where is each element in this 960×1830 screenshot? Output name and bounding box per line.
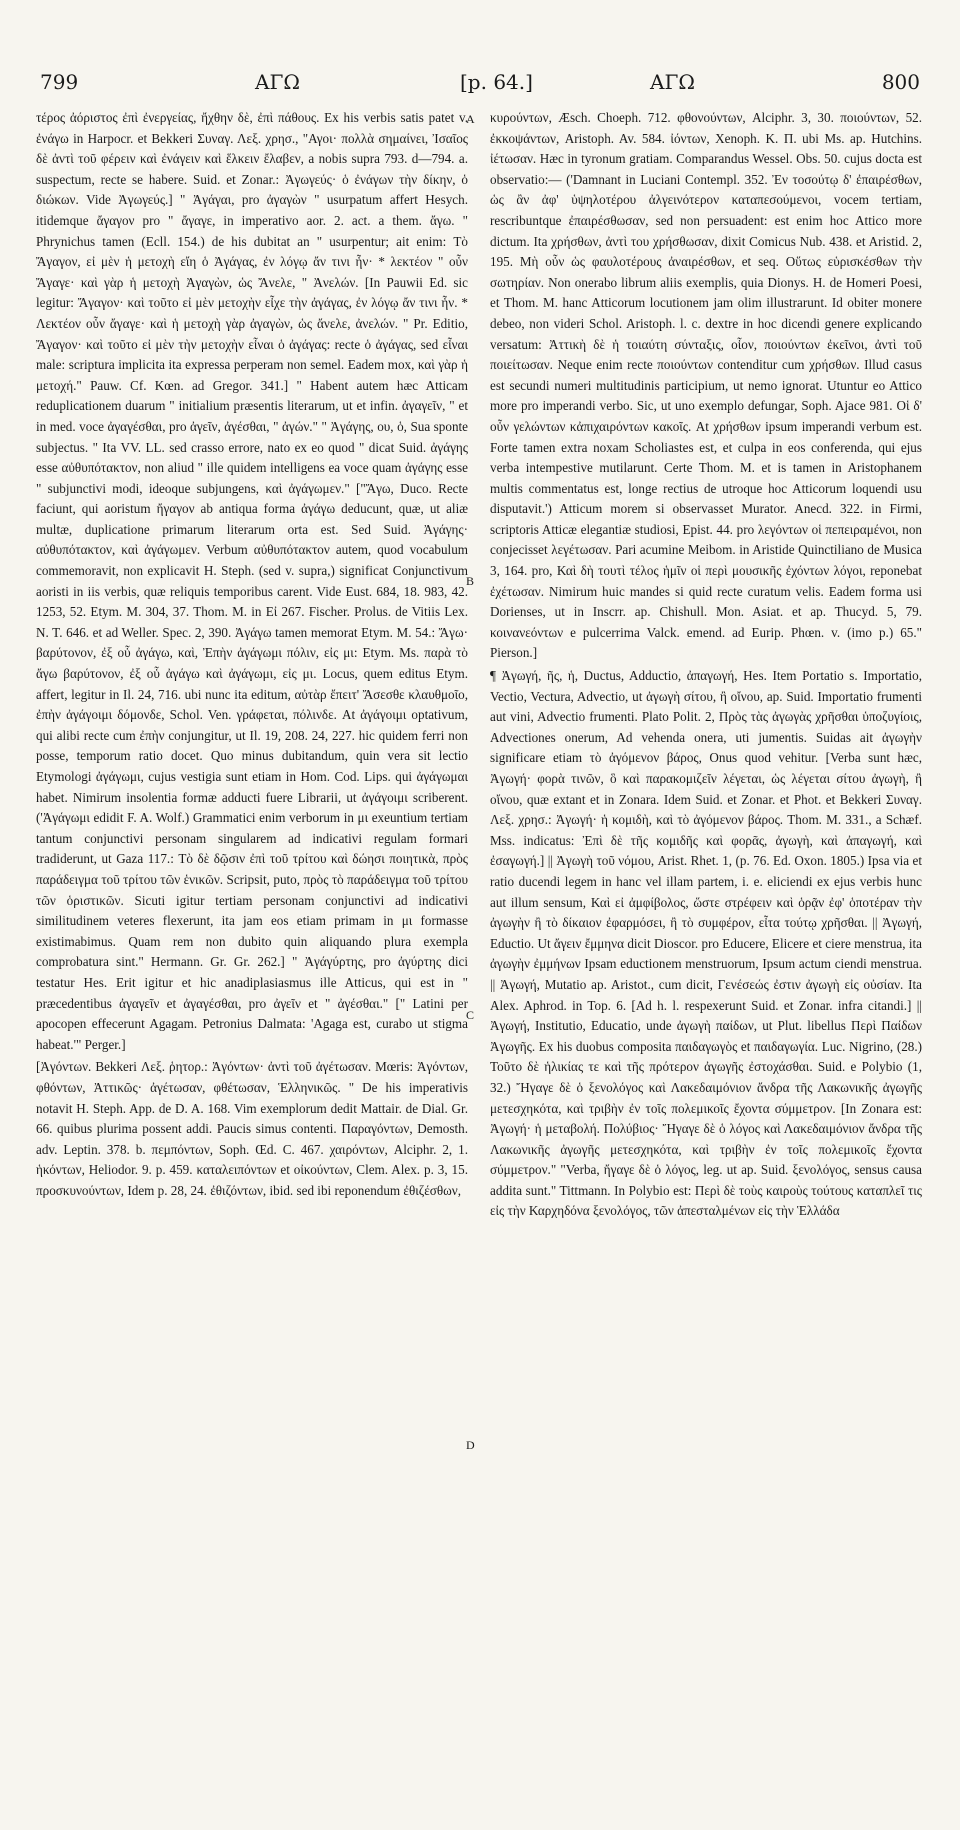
page-header [30,70,930,100]
section-marker-b: B [466,574,475,588]
left-paragraph-1: τέρος ἀόριστος ἐπὶ ἐνεργείας, ἤχθην δὲ, ἐπὶ πάθους. Ex his verbis satis patet v. ἐνάγω in Harpocr. et Bekkeri Συναγ. Λεξ. χρησ., "Αγοι· πολλὰ σημαίνει, Ἰσαῖος δὲ ἀντὶ τοῦ φέρειν καὶ ἐνάγειν καὶ ἕλκειν ἔλαβεν, a nobis supra 793. d—794. a. suspectum, recte se habere. Suid. et Zonar.: Ἀγωγεύς· ὁ ἐνάγων τὴν δίκην, ὁ διώκων. Vide Ἀγωγεύς.] " Ἀγάγαι, pro ἀγαγὼν " usurpatum affert Hesych. itidemque ἄγαγον pro " ἄγαγε, in imperativo aor. 2. act. a them. ἄγω. " Phrynichus tamen (Ecll. 154.) de his dubitat an " usurpentur; ait enim: Τὸ Ἄγαγον, εἰ μὲν ἡ μετοχὴ εἴη ὁ Ἀγάγας, ἐν λόγῳ ἄν τινι ἦν· * λεκτέον " οὖν Ἄγαγε· καὶ γὰρ ἡ μετοχὴ Ἀγαγὼν, ὡς Ἄνελε, " Ἀνελών. [In Pauwii Ed. sic legitur: Ἄγαγον· καὶ τοῦτο εἰ μὲν μετοχὴν εἶχε τὴν ἀγάγας, ἐν λόγῳ ἄν τινι ἦν. * Λεκτέον οὖν ἄγαγε· καὶ ἡ μετοχὴ γὰρ ἀγαγὼν, ὡς ἄνελε, ἀνελών. " Pr. Editio, Ἄγαγον· καὶ τοῦτο εἰ μὲν τὴν μετοχὴν εἶναι ὁ ἀγάγας: recte ὁ ἀγάγας, sed εἶναι male: scriptura implicita ita expressa perperam non semel. Eadem mox, καὶ γὰρ ἡ μετοχή." Pauw. Cf. Kœn. ad Gregor. 341.] " Habent autem hæc Atticam reduplicationem duarum " initialium præsentis literarum, ut et infin. ἀγαγεῖν, " et in med. voce ἀγαγέσθαι, pro ἀγεῖν, ἀγέσθαι, " ἀγών." " Ἀγάγης, ου, ὁ, Sua sponte subjectus. " Ita VV. LL. sed crasso errore, nato ex eo quod " dicat Suid. ἀγάγης esse αὐθυπότακτον, non aliud " ille quidem intelligens ea voce quam ἀγάγης esse " subjunctivi modi, ideoque subjungens, καὶ ἀγάγωμεν." ["Ἄγω, Duco. Recte faciunt, qui aoristum ἤγαγον ab antiqua forma ἀγάγω deducunt, quæ, ut aliæ multæ, duplicatione primarum literarum orta est. Sed Suid. Ἀγάγης· αὐθυπότακτον, καὶ ἀγάγωμεν. Verbum αὐθυπότακτον autem, quod vocabulum commemoravit, non explicavit H. Steph. (sed v. supra,) significat Conjunctivum aoristi in iis verbis, quæ reliquis temporibus carent. Vide Eust. 684, 18. 983, 42. 1253, 52. Etym. M. 304, 37. Thom. M. in Εἰ 267. Fischer. Prolus. de Vitiis Lex. N. T. 646. et ad Weller. Spec. 2, 390. Ἀγάγω tamen memorat Etym. M. 54.: Ἄγω· βαρύτονον, ἐξ οὗ ἀγάγω, καὶ, Ἐπὴν ἀγάγωμι πόλιν, εἰς μι: Etym. Ms. παρὰ τὸ ἄγω βαρύτονον, ἐξ οὗ ἀγάγω καὶ ἀγάγωμι, εἰς μι. Locus, quem editus Etym. affert, legitur in Il. 24, 716. ubi nunc ita editum, αὐτὰρ ἔπειτ' Ἄσεσθε κλαυθμοῖο, ἐπὴν ἀγάγοιμι δόμονδε, Schol. Ven. γράφεται, πόλινδε. At ἀγάγοιμι optativum, qui alibi recte cum ἐπὴν conjungitur, ut Il. 19, 208. 24, 227. hic quidem ferri non posse, temporum ratio docet. Quo minus dubitandum, quin vera sit lectio Etymologi ἀγάγωμι, cujus vestigia sunt etiam in Hom. Cod. Lips. qui ἀγάγωμαι habet. Nimirum insolentia formæ adducti fuere Librarii, ut ἀγάγοιμι scriberent. ('Ἀγάγωμι edidit F. A. Wolf.) Grammatici enim verborum in μι exeuntium tertiam tantum conjunctivi personam singularem ad indicativi regulam formari tradiderunt, ut Gaza 117.: Τὸ δὲ δῷσιν ἐπὶ τοῦ τρίτου καὶ δώησι ποιητικὰ, πρὸς παράδειγμα τοῦ τρίτου τῶν ἑνικῶν. Scripsit, puto, πρὸς τὸ παράδειγμα τοῦ τρίτου τῶν ὁριστικῶν. Sicuti igitur tertiam personam conjunctivi ad indicativi similitudinem veteres flexerunt, ita jam eos etiam primam in μι formasse existimabimus. Quam rem non dubito quin aliquando plura exempla comprobatura sint." Hermann. Gr. Gr. 262.] " Ἀγάγύρτης, pro ἀγύρτης dici testatur Hes. Erit igitur et hic anadiplasiasmus ille Atticus, qui est in " præcedentibus ἀγαγεῖν et ἀγαγέσθαι, pro ἀγεῖν et " ἀγέσθαι." [" Latini per apocopen effecerunt Agagam. Petronius Dalmata: 'Agaga est, curabo ut stigma habeat.'" Perger.] [36,110,468,1052]
left-paragraph-2: [Ἀγόντων. Bekkeri Λεξ. ῥητορ.: Ἀγόντων· ἀντὶ τοῦ ἀγέτωσαν. Mœris: Ἀγόντων, φθόντων, Ἀττικῶς· ἀγέτωσαν, φθέτωσαν, Ἑλληνικῶς. " De his imperativis notavit H. Steph. App. de D. A. 168. Vim exemplorum dedit Mattair. de Dial. Gr. 66. quibus plurima possent addi. Paucis simus contenti. Παραγόντων, Demosth. adv. Leptin. 378. b. πεμπόντων, Soph. Œd. C. 467. χαιρόντων, Alciphr. 2, 1. ἡκόντων, Heliodor. 9. p. 459. καταλειπόντων et οἰκούντων, Clem. Alex. p. 3, 15. προσκυνούντων, Idem p. 28, 24. ἐθιζόντων, ibid. sed ibi reponendum ἐθιζέσθων, [36,1059,468,1198]
left-page-number: 799 [40,70,79,94]
right-page-number: 800 [881,70,920,94]
section-marker-d: D [466,1438,475,1452]
right-paragraph-2: ¶ Ἀγωγή, ῆς, ἡ, Ductus, Adductio, ἀπαγωγή, Hes. Item Portatio s. Importatio, Vectio, Vectura, Advectio, ut ἀγωγὴ σίτου, ἢ οἴνου, ap. Suid. Importatio frumenti aut vini, Advectio frumenti. Plato Polit. 2, Πρὸς τὰς ἀγωγὰς χρῆσθαι ὑποζυγίοις, Advectiones onerum, Ad vehenda onera, uti jumentis. Suidas ait ἀγωγὴν significare etiam τὸ ἀγόμενον βάρος, Onus quod vehitur. [Verba sunt hæc, Ἀγωγή· φορὰ τινῶν, ὃ καὶ παρακομιζεῖν λέγεται, ὡς λέγεται σίτου ἀγωγὴ, ἢ οἴνου, quæ extant et in Zonara. Idem Suid. et Zonar. et Phot. et Bekkeri Συναγ. Λεξ. χρησ.: Ἀγωγή· ἡ κομιδὴ, καὶ τὸ ἀγόμενον βάρος. Thom. M. 331., a Schæf. Mss. indicatus: Ἐπὶ δὲ τῆς κομιδῆς καὶ φορᾶς, ἀγωγὴ, καὶ ἀπαγωγή, καὶ ἐσαγωγή.] || Ἀγωγὴ τοῦ νόμου, Arist. Rhet. 1, (p. 76. Ed. Oxon. 1805.) Ipsa via et ratio ducendi legem in hanc vel illam partem, i. e. eliciendi ex ejus verbis hunc aut illum sensum, Καὶ εἰ ἀμφίβολος, ὥστε στρέφειν καὶ ὁρᾷν ἐφ' ὁποτέραν τὴν ἀγωγὴν ἢ τὸ δίκαιον ἐφαρμόσει, ἢ τὸ συμφέρον, εἶτα τούτῳ χρῆσθαι. || Ἀγωγή, Eductio. Ut ἄγειν ἔμμηνα dicit Dioscor. pro Educere, Elicere et ciere menstrua, ita ἀγωγὴν ἐμμήνων Ipsam eductionem menstruorum, Ipsum actum ciendi menstrua. || Ἀγωγή, Mutatio ap. Aristot., cum dicit, Γενέσεώς ἐστιν ἀγωγὴ εἰς οὐσίαν. Ita Alex. Aphrod. in Top. 6. [Ad h. l. respexerunt Suid. et Zonar. infra citandi.] || Ἀγωγή, Institutio, Educatio, unde ἀγωγὴ παίδων, ut Plut. libellus Περὶ Παίδων Ἀγωγῆς. Ex his duobus composita παιδαγωγὸς et παιδαγωγία. Luc. Nigrino, (28.) Τοῦτο δὲ ἡλικίας τε καὶ τῆς πρότερον ἀγωγῆς ἐστοχάσθαι. Suid. e Polybio (1, 32.) Ἤγαγε δὲ ὁ ξενολόγος καὶ Λακεδαιμόνιον ἄνδρα τῆς Λακωνικῆς ἀγωγῆς μετεσχηκότα, καὶ τριβὴν ἐν τοῖς πολεμικοῖς ἔχοντα σύμμετρον. [In Zonara est: Ἀγωγή· ἡ μεταβολή. Πολύβιος· Ἤγαγε δὲ ὁ λόγος καὶ Λακεδαιμόνιον ἄνδρα τῆς Λακωνικῆς ἀγωγῆς μετεσχηκότα, καὶ τριβὴν ἐν τοῖς πολεμικοῖς ἔχοντα σύμμετρον." "Verba, ἤγαγε δὲ ὁ λόγος, leg. ut ap. Suid. ξενολόγος, sensus causa addita sunt." Tittmann. In Polybio est: Περὶ δὲ τοὺς καιροὺς τούτους καταπλεῖ τις εἰς τὴν Καρχηδόνα ξενολόγος, τῶν ἀπεσταλμένων εἰς τὴν Ἑλλάδα [490,668,922,1219]
right-paragraph-1: κυρούντων, Æsch. Choeph. 712. φθονούντων, Alciphr. 3, 30. ποιούντων, 52. ἐκκοψάντων, Aristoph. Av. 584. ἰόντων, Xenoph. K. Π. ubi Ms. ap. Hutchins. ἰέτωσαν. Hæc in tyronum gratiam. Comparandus Wessel. Obs. 50. cujus docta est observatio:— ('Damnant in Luciani Contempl. 352. Ἐν τοσούτῳ δ' ἐπαιρέσθων, ὡς ἂν ἀφ' ὑψηλοτέρου ἀλγεινότερον καταπεσούμενοι, vocem tertiam, rescribuntque ἐπαιρέσθωσαν, sed non persuadent: est enim hoc Attico more dictum. Ita χρήσθων, ἀντὶ του χρήσθωσαν, dixit Comicus Nub. 438. et Aristid. 2, 195. Μὴ οὖν ὡς φαυλοτέρους ἀναιρέσθων, et seq. Οὕτως εὑρισκέσθων τὴν σωτηρίαν. Non onerabo librum aliis exemplis, quia Dionys. H. de Homeri Poesi, et Thom. M. hanc Atticorum locutionem jam olim illustrarunt. Id obiter monere debeo, non videri Schol. Aristoph. l. c. dextre in hoc dicendi genere explicando versatum: Ἀττικὴ δὲ ἡ τοιαύτη σύνταξις, οἷον, ποιούντων ἐκεῖνοι, ἀντὶ τοῦ ποιείτωσαν. Neque enim recte ποιούντων contenditur cum χρήσθων. Illud casus est secundi numeri multitudinis participium, ut nemo ignorat. Utuntur eo Attico more pro imperandi verbo. Sic, ut uno exemplo defungar, Soph. Ajace 981. Οἱ δ' οὖν γελώντων κἀπιχαιρόντων κακοῖς. At χρήσθων ipsum imperandi verbum est. Forte tamen extra noxam Scholiastes est, et culpa in eos conferenda, qui ejus verba intempestive mutilarunt. Certe Thom. M. et is tamen in Aristophanem multis commentatus est, longe rectius de utroque hoc Atticorum loquendi usu disputavit.') Atticum morem si observasset Murator. Anecd. 322. in Firmi, scriptoris Atticæ elegantiæ studiosi, Epist. 44. pro λεγόντων οἱ πεπειραμένοι, non conjecisset λεγέτωσαν. Pari acumine Meibom. in Aristide Quinctiliano de Musica 3, 164. pro, Καὶ δὴ τουτὶ τέλος ἡμῖν οἱ περὶ μουσικῆς ἐχόντων λόγοι, reponebat ἐχέτωσαν. Nimirum huic mandes si quid recte curatum velis. Eadem forma usi Dorienses, ut in Inscrr. ap. Chishull. Mon. Asiat. et ap. Thucyd. 5, 79. κοινανεόντων e pulcerrima Valck. emend. ad Eurip. Phœn. v. (imo p.) 65." Pierson.] [490,110,922,661]
section-marker-a: A [466,112,475,126]
left-running-head: ΑΓΩ [255,70,300,94]
right-column [490,108,922,1818]
center-page-reference: [p. 64.] [460,70,533,94]
right-running-head: ΑΓΩ [650,70,695,94]
left-column [36,108,468,1818]
section-markers [466,108,482,1818]
section-marker-c: C [466,1008,475,1022]
